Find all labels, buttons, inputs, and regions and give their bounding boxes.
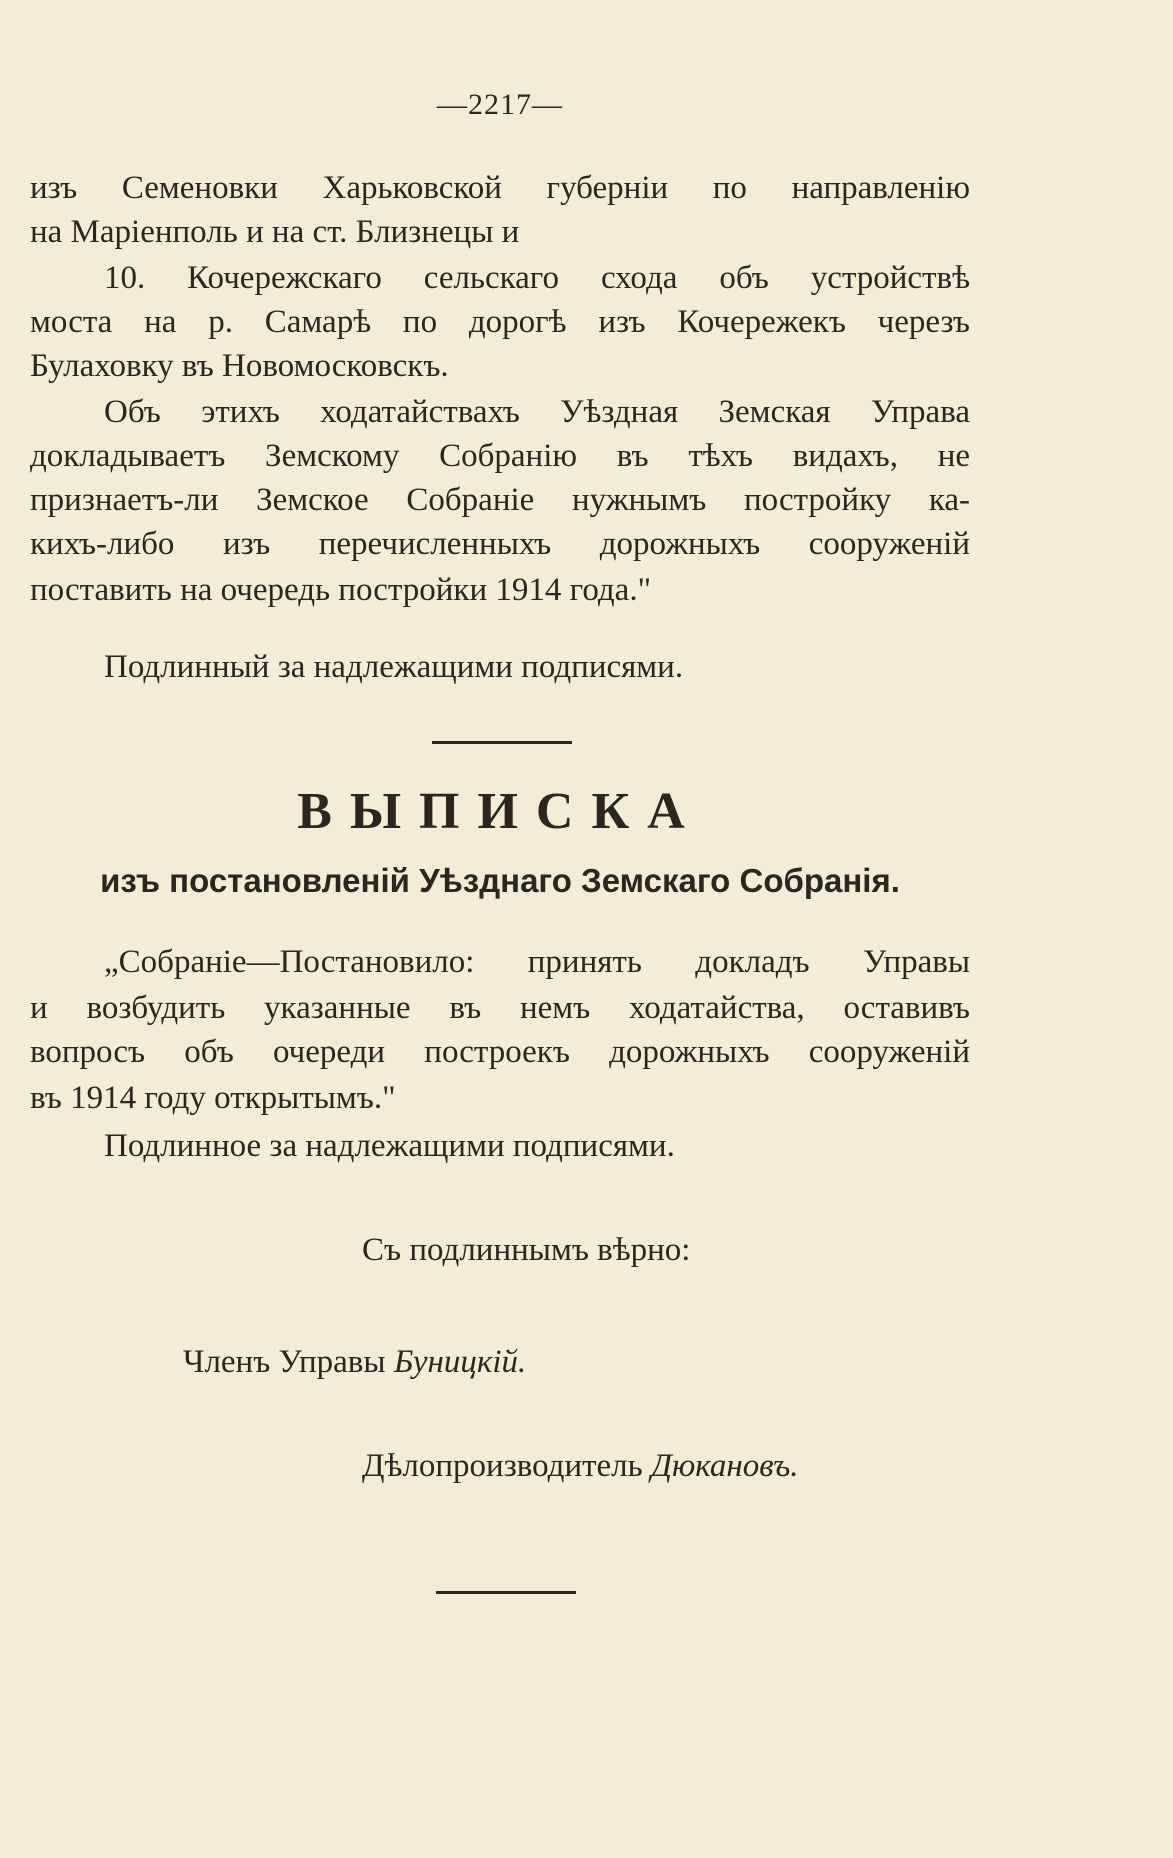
paragraph1-line-2: на Маріенполь и на ст. Близнецы и bbox=[30, 214, 520, 250]
paragraph2-line-2: моста на р. Самарѣ по дорогѣ изъ Кочережекъ черезъ bbox=[30, 304, 970, 340]
paragraph2-line-1: 10. Кочережскаго сельскаго схода объ устройствѣ bbox=[104, 260, 970, 296]
resolution-line-1: „Собраніе—Постановило: принять докладъ Управы bbox=[104, 944, 970, 980]
resolution-line-2: и возбудить указанные въ немъ ходатайства, оставивъ bbox=[30, 990, 970, 1026]
clerk-title: Дѣлопроизводитель bbox=[362, 1448, 643, 1484]
clerk-signature-line bbox=[362, 1444, 798, 1488]
divider-bottom bbox=[436, 1591, 576, 1594]
clerk-name: Дюкановъ. bbox=[650, 1448, 799, 1484]
paragraph2-line-3: Булаховку въ Новомосковскъ. bbox=[30, 348, 449, 384]
paragraph3-line-2: докладываетъ Земскому Собранію въ тѣхъ видахъ, не bbox=[30, 438, 970, 474]
page-number: —2217— bbox=[437, 88, 563, 121]
resolution-line-3: вопросъ объ очереди построекъ дорожныхъ сооруженій bbox=[30, 1034, 970, 1070]
original-note-1: Подлинный за надлежащими подписями. bbox=[104, 649, 684, 685]
divider-top bbox=[432, 741, 572, 744]
paragraph3-line-4: кихъ-либо изъ перечисленныхъ дорожныхъ сооруженій bbox=[30, 526, 970, 562]
original-note-2: Подлинное за надлежащими подписями. bbox=[104, 1128, 675, 1164]
resolution-line-4: въ 1914 году открытымъ." bbox=[30, 1080, 396, 1116]
member-name: Буницкій. bbox=[393, 1344, 527, 1380]
subheading: изъ постановленій Уѣзднаго Земскаго Собранія. bbox=[100, 862, 900, 899]
certification-line: Съ подлиннымъ вѣрно: bbox=[362, 1232, 691, 1268]
paragraph3-line-3: признаетъ-ли Земское Собраніе нужнымъ постройку ка- bbox=[30, 482, 970, 518]
paragraph1-line-1: изъ Семеновки Харьковской губерніи по направленію bbox=[30, 170, 970, 206]
paragraph3-line-5: поставить на очередь постройки 1914 года." bbox=[30, 572, 652, 608]
member-title: Членъ Управы bbox=[183, 1344, 386, 1380]
heading: ВЫПИСКА bbox=[297, 783, 703, 840]
member-signature-line bbox=[183, 1340, 526, 1384]
paragraph3-line-1: Объ этихъ ходатайствахъ Уѣздная Земская Управа bbox=[104, 394, 970, 430]
